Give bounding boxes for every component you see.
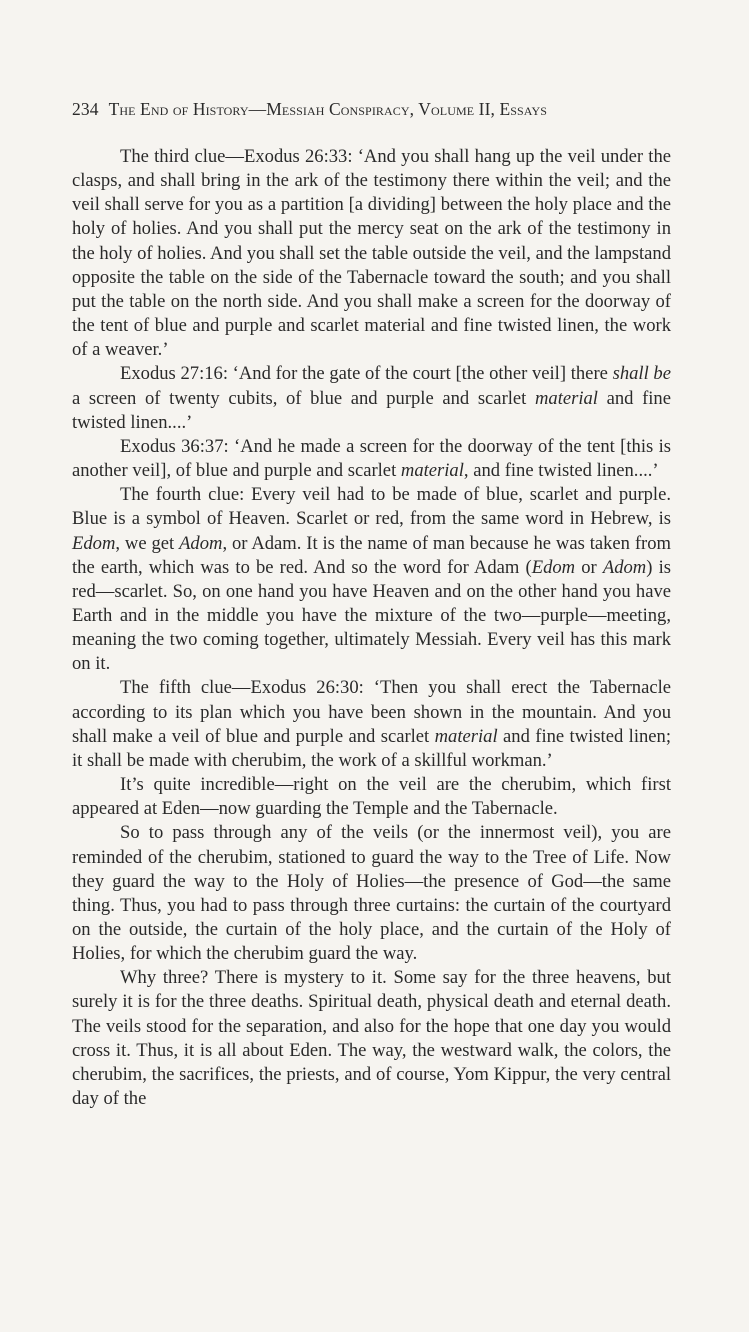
paragraph (72, 435, 671, 483)
text-run: , or Adam. It is the name of man because he was taken from the earth, which was to be red. And so the word for Adam ( (72, 532, 671, 578)
text-run: and fine twisted linen....’ (72, 387, 671, 433)
text-run: The fourth clue: Every veil had to be made of blue, scarlet and purple. Blue is a symbol of Heaven. Scarlet or red, from the same word in Hebrew, is (72, 484, 671, 530)
text-run: The fifth clue—Exodus 26:30: ‘Then you shall erect the Tabernacle according to its plan which you have been shown in the mountain. And you shall make a veil of blue and purple and scarlet (72, 677, 671, 747)
text-run: or (575, 556, 603, 578)
text-run: Exodus 27:16: ‘And for the gate of the court [the other veil] there (120, 363, 613, 385)
text-run: and fine twisted linen; it shall be made with cherubim, the work of a skillful workman.’ (72, 725, 672, 771)
italic-text: Edom (531, 556, 576, 578)
italic-text: material (534, 387, 598, 409)
paragraph (72, 483, 671, 676)
italic-text: shall be (612, 363, 671, 385)
running-title: The End of History—Messiah Conspiracy, Volume II, Essays (108, 99, 548, 119)
text-run: , and fine twisted linen....’ (463, 460, 659, 482)
italic-text: Edom (72, 532, 116, 554)
text-run: The third clue—Exodus 26:33: ‘And you shall hang up the veil under the clasps, and shall bring in the ark of the testimony there within the veil; and the veil shall serve for you as a partition [a dividing] between the holy place and the holy of holies. And you shall put the mercy seat on the ark of the testimony in the holy of holies. And you shall set the table outside the veil, and the lampstand opposite the table on the side of the Tabernacle toward the south; and you shall put the table on the north side. And you shall make a screen for the doorway of the tent of blue and purple and scarlet material and fine twisted linen, the work of a weaver.’ (72, 146, 671, 361)
running-header (72, 98, 671, 120)
text-run: Exodus 36:37: ‘And he made a screen for the doorway of the tent [this is another veil], of blue and purple and scarlet (72, 435, 671, 482)
text-run: Why three? There is mystery to it. Some say for the three heavens, but surely it is for the three deaths. Spiritual death, physical death and eternal death. The veils stood for the separation, and also for the hope that one day you would cross it. Thus, it is all about Eden. The way, the westward walk, the colors, the cherubim, the sacrifices, the priests, and of course, Yom Kippur, the very central day of the (72, 967, 671, 1110)
body-text (72, 145, 671, 1111)
text-run: ) is red—scarlet. So, on one hand you have Heaven and on the other hand you have Earth and in the middle you have the mixture of the two—purple—meeting, meaning the two coming together, ultimately Messiah. Every veil has this mark on it. (72, 556, 671, 675)
text-run: So to pass through any of the veils (or the innermost veil), you are reminded of the cherubim, stationed to guard the way to the Tree of Life. Now they guard the way to the Holy of Holies—the presence of God—the same thing. Thus, you had to pass through three curtains: the curtain of the courtyard on the outside, the curtain of the holy place, and the curtain of the Holy of Holies, for which the cherubim guard the way. (72, 822, 671, 965)
page-number: 234 (72, 99, 99, 119)
text-run: , we get (115, 532, 180, 554)
italic-text: Adom (179, 532, 223, 554)
paragraph (72, 145, 671, 362)
italic-text: material (400, 460, 464, 482)
paragraph (72, 676, 671, 773)
text-run: a screen of twenty cubits, of blue and purple and scarlet (72, 387, 535, 409)
paragraph (72, 362, 671, 434)
paragraph (72, 966, 671, 1111)
paragraph (72, 773, 671, 821)
italic-text: material (434, 725, 498, 747)
paragraph (72, 821, 671, 966)
text-run: It’s quite incredible—right on the veil are the cherubim, which first appeared at Eden—now guarding the Temple and the Tabernacle. (72, 774, 671, 820)
italic-text: Adom (602, 556, 647, 578)
book-page (72, 0, 671, 1332)
